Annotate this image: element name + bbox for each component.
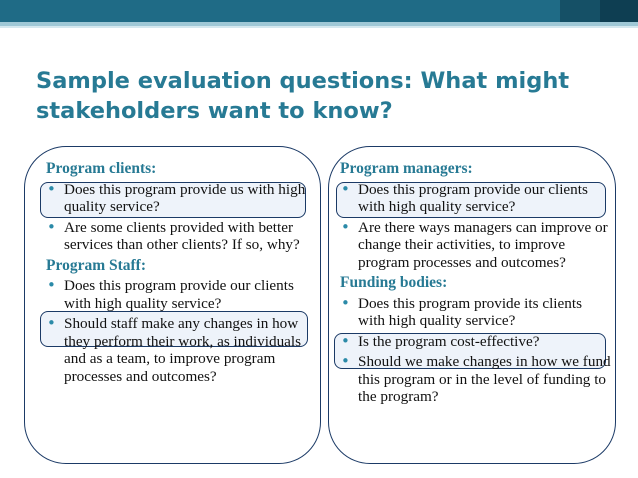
list-item xyxy=(46,315,316,385)
heading-program-clients: Program clients: xyxy=(46,160,157,177)
list-program-clients xyxy=(46,181,316,254)
list-item-text: Are some clients provided with better services than other clients? If so, why? xyxy=(64,218,300,253)
list-item xyxy=(46,181,316,216)
list-item xyxy=(46,219,316,254)
header-band-main xyxy=(0,0,638,22)
left-column xyxy=(46,160,316,388)
list-program-staff xyxy=(46,277,316,385)
heading-program-managers: Program managers: xyxy=(340,160,473,177)
list-funding-bodies xyxy=(340,295,612,406)
bullet-icon: • xyxy=(47,314,56,332)
list-item-text: Should we make changes in how we fund this program or in the level of funding to the program? xyxy=(358,353,611,405)
list-item-text: Does this program provide its clients with high quality service? xyxy=(358,294,582,329)
list-item-text: Does this program provide us with high quality service? xyxy=(64,180,306,215)
list-item xyxy=(340,219,612,272)
list-item xyxy=(340,181,612,216)
list-item-text: Does this program provide our clients with high quality service? xyxy=(64,277,294,312)
list-item-text: Are there ways managers can improve or change their activities, to improve program processes and outcomes? xyxy=(358,218,608,271)
bullet-icon: • xyxy=(47,276,56,294)
bullet-icon: • xyxy=(341,179,350,198)
heading-program-staff: Program Staff: xyxy=(46,256,147,274)
slide-title: Sample evaluation questions: What might stakeholders want to know? xyxy=(36,68,570,124)
list-item-text: Is the program cost-effective? xyxy=(358,332,540,350)
list-item-text: Does this program provide our clients with high quality service? xyxy=(358,180,588,215)
list-program-managers xyxy=(340,181,612,272)
bullet-icon: • xyxy=(47,217,56,236)
list-item xyxy=(340,295,612,330)
bullet-icon: • xyxy=(341,293,350,312)
header-band-darker-block xyxy=(600,0,638,22)
header-band-thin-stripe xyxy=(0,26,638,28)
bullet-icon: • xyxy=(341,352,350,370)
header-band xyxy=(0,0,638,30)
bullet-icon: • xyxy=(341,217,350,236)
heading-funding-bodies: Funding bodies: xyxy=(340,274,448,291)
list-item-text: Should staff make any changes in how they perform their work, as individuals and as a team, to improve program processes and outcomes? xyxy=(64,315,302,385)
list-item xyxy=(340,353,612,406)
bullet-icon: • xyxy=(341,331,350,350)
right-column xyxy=(340,160,612,409)
list-item xyxy=(340,333,612,351)
bullet-icon: • xyxy=(47,179,56,198)
list-item xyxy=(46,277,316,312)
